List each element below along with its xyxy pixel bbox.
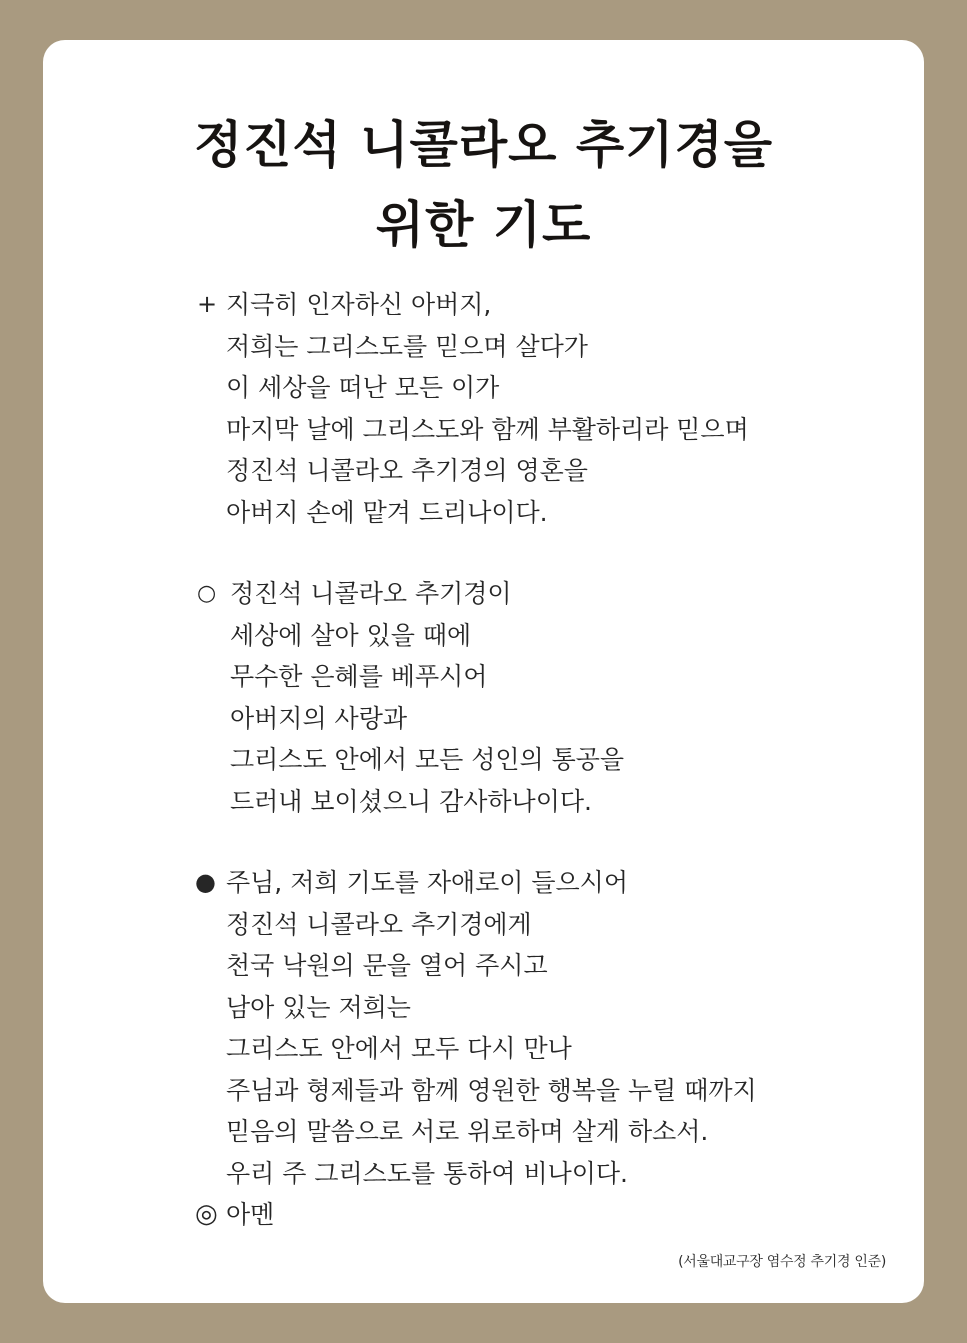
title-line-1: 정진석 니콜라오 추기경을 bbox=[193, 115, 774, 174]
prayer-body bbox=[195, 284, 835, 1236]
prayer-line: 무수한 은혜를 베푸시어 bbox=[230, 662, 488, 691]
prayer-line: 이 세상을 떠난 모든 이가 bbox=[226, 373, 500, 402]
prayer-line: ● 주님, 저희 기도를 자애로이 들으시어 bbox=[195, 862, 835, 904]
prayer-line: + 지극히 인자하신 아버지, bbox=[195, 284, 835, 326]
title-line-2: 위한 기도 bbox=[375, 195, 592, 254]
stanza-priest bbox=[195, 284, 835, 533]
plus-marker-icon: + bbox=[197, 290, 218, 318]
prayer-line: 남아 있는 저희는 bbox=[226, 992, 411, 1022]
prayer-line: 그리스도 안에서 모두 다시 만나 bbox=[226, 1034, 572, 1063]
open-circle-marker-icon: ○ bbox=[197, 581, 217, 606]
prayer-line: 마지막 날에 그리스도와 함께 부활하리라 믿으며 bbox=[226, 414, 749, 444]
prayer-line: 저희는 그리스도를 믿으며 살다가 bbox=[226, 331, 588, 361]
stanza-gap bbox=[195, 533, 835, 573]
prayer-line: 믿음의 말씀으로 서로 위로하며 살게 하소서. bbox=[226, 1117, 709, 1146]
filled-circle-marker-icon: ● bbox=[195, 868, 216, 896]
prayer-line: 정진석 니콜라오 추기경에게 bbox=[226, 909, 532, 939]
prayer-line: 정진석 니콜라오 추기경의 영혼을 bbox=[226, 456, 588, 485]
stanza-gap bbox=[195, 822, 835, 862]
prayer-line: 그리스도 안에서 모든 성인의 통공을 bbox=[230, 745, 625, 774]
prayer-line: 아버지의 사랑과 bbox=[230, 703, 407, 733]
page-title bbox=[43, 105, 924, 265]
amen-line: ◎ 아멘 bbox=[195, 1194, 835, 1236]
double-circle-marker-icon: ◎ bbox=[195, 1199, 218, 1229]
prayer-line: ○ 정진석 니콜라오 추기경이 bbox=[195, 573, 835, 615]
source-note: (서울대교구장 염수정 추기경 인준) bbox=[678, 1254, 886, 1270]
prayer-line: 드러내 보이셨으니 감사하나이다. bbox=[230, 786, 592, 816]
stanza-leader bbox=[195, 573, 835, 822]
prayer-line: 천국 낙원의 문을 열어 주시고 bbox=[226, 951, 548, 980]
prayer-line: 아버지 손에 맡겨 드리나이다. bbox=[226, 497, 548, 527]
prayer-line: 세상에 살아 있을 때에 bbox=[230, 620, 472, 650]
prayer-line: 주님과 형제들과 함께 영원한 행복을 누릴 때까지 bbox=[226, 1075, 757, 1105]
prayer-card bbox=[43, 40, 924, 1303]
stanza-congregation bbox=[195, 862, 835, 1236]
prayer-line: 우리 주 그리스도를 통하여 비나이다. bbox=[226, 1158, 628, 1188]
